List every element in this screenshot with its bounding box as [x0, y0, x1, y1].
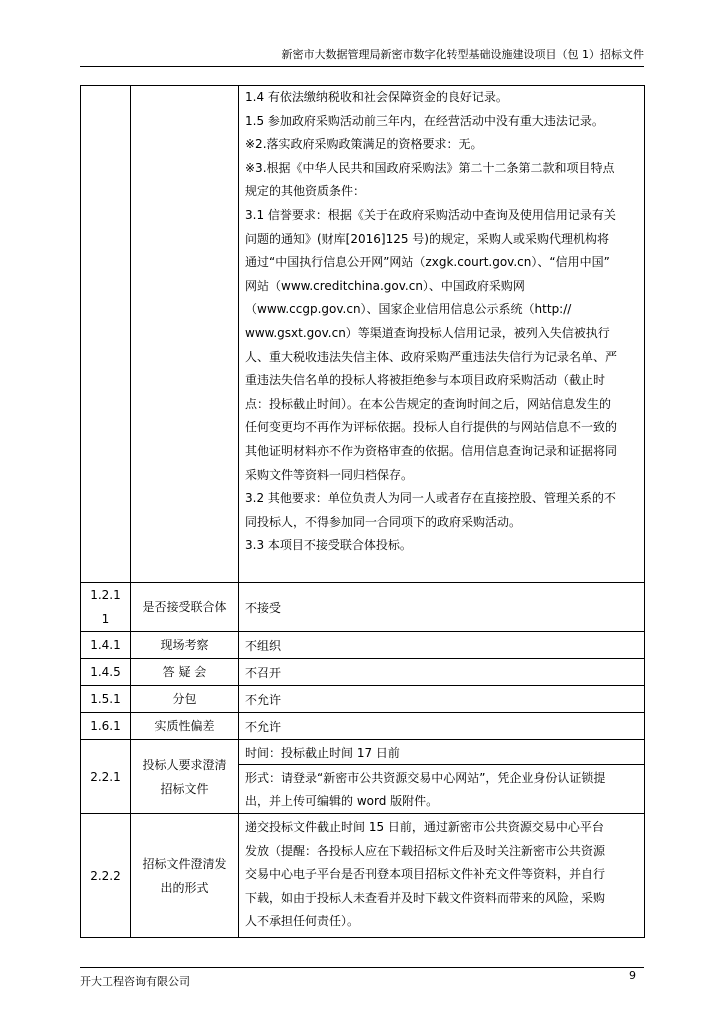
value-cell [239, 814, 645, 938]
text-line: 人、重大税收违法失信主体、政府采购严重违法失信行为记录名单、严 [245, 349, 618, 364]
table-row [81, 686, 645, 713]
header-title: 新密市大数据管理局新密市数字化转型基础设施建设项目（包 1）招标文件 [281, 48, 644, 61]
table-row [81, 659, 645, 686]
item-cell [131, 740, 239, 814]
text-line: 人不承担任何责任）。 [245, 914, 360, 929]
footer-divider [80, 967, 644, 968]
table-row [81, 632, 645, 659]
value-cell: 不允许 [239, 686, 645, 713]
num-cell [81, 86, 131, 583]
num-line: 1.2.1 [90, 588, 121, 602]
value-cell: 不召开 [239, 659, 645, 686]
item-cell [131, 814, 239, 938]
num-cell [81, 583, 131, 632]
text-line: 通过“中国执行信息公开网”网站（zxgk.court.gov.cn）、“信用中国” [245, 255, 610, 270]
num-cell: 1.4.1 [81, 632, 131, 659]
form-line: 形式：请登录“新密市公共资源交易中心网站”，凭企业身份认证锁提 [245, 771, 606, 785]
text-line: 下载，如由于投标人未查看并及时下载文件资料而带来的风险，采购 [245, 890, 606, 905]
text-line: 点：投标截止时间）。在本公告规定的查询时间之后，网站信息发生的 [245, 396, 612, 411]
text-line: ※3.根据《中华人民共和国政府采购法》第二十二条第二款和项目特点 [245, 160, 615, 175]
item-line: 招标文件 [160, 781, 209, 796]
text-line: 同投标人，不得参加同一合同项下的政府采购活动。 [245, 514, 522, 529]
item-cell [131, 86, 239, 583]
value-cell: 不允许 [239, 713, 645, 740]
text-line: 3.3 本项目不接受联合体投标。 [245, 538, 412, 553]
page-header [80, 48, 644, 67]
num-cell: 2.2.1 [81, 740, 131, 814]
text-line: 重违法失信名单的投标人将被拒绝参与本项目政府采购活动（截止时 [245, 373, 606, 388]
text-line: 1.5 参加政府采购活动前三年内，在经营活动中没有重大违法记录。 [245, 113, 604, 128]
item-line: 招标文件澄清发 [142, 856, 227, 871]
value-cell: 不接受 [239, 583, 645, 632]
item-cell: 答 疑 会 [131, 659, 239, 686]
table-row [81, 814, 645, 938]
text-line: 任何变更均不再作为评标依据。投标人自行提供的与网站信息不一致的 [245, 420, 618, 435]
text-line: www.gsxt.gov.cn）等渠道查询投标人信用记录，被列入失信被执行 [245, 325, 610, 340]
form-line: 出，并上传可编辑的 word 版附件。 [245, 794, 439, 808]
page-number: 9 [629, 969, 636, 982]
qualification-cell [239, 86, 645, 583]
time-line: 时间：投标截止时间 17 日前 [239, 740, 644, 765]
bid-info-table [80, 85, 645, 938]
value-cell: 不组织 [239, 632, 645, 659]
text-line: 其他证明材料亦不作为资格审查的依据。信用信息查询记录和证据将同 [245, 443, 618, 458]
num-cell: 2.2.2 [81, 814, 131, 938]
item-line: 出的形式 [160, 880, 209, 895]
text-line: （www.ccgp.gov.cn）、国家企业信用信息公示系统（http:// [245, 302, 572, 317]
text-line: 规定的其他资质条件： [245, 184, 366, 199]
item-line: 投标人要求澄清 [142, 757, 227, 772]
num-cell: 1.4.5 [81, 659, 131, 686]
text-line: 网站（www.creditchina.gov.cn）、中国政府采购网 [245, 278, 525, 293]
text-line: 采购文件等资料一同归档保存。 [245, 467, 414, 482]
table-row [81, 86, 645, 583]
item-cell: 分包 [131, 686, 239, 713]
table-row [81, 713, 645, 740]
text-line: 1.4 有依法缴纳税收和社会保障资金的良好记录。 [245, 90, 508, 104]
text-line: 问题的通知》(财库[2016]125 号)的规定，采购人或采购代理机构将 [245, 231, 609, 246]
footer-company: 开大工程咨询有限公司 [80, 975, 190, 988]
text-line: ※2.落实政府采购政策满足的资格要求：无。 [245, 137, 483, 152]
item-cell: 实质性偏差 [131, 713, 239, 740]
table-row [81, 583, 645, 632]
text-line: 交易中心电子平台是否刊登本项目招标文件补充文件等资料，并自行 [245, 867, 606, 882]
item-cell: 是否接受联合体 [131, 583, 239, 632]
table-row [81, 740, 645, 814]
num-line: 1 [101, 612, 110, 626]
item-cell: 现场考察 [131, 632, 239, 659]
text-line: 3.2 其他要求：单位负责人为同一人或者存在直接控股、管理关系的不 [245, 491, 616, 506]
text-line: 发放（提醒：各投标人应在下载招标文件后及时关注新密市公共资源 [245, 843, 606, 858]
num-cell: 1.5.1 [81, 686, 131, 713]
text-line: 3.1 信誉要求：根据《关于在政府采购活动中查询及使用信用记录有关 [245, 207, 616, 222]
text-line: 递交投标文件截止时间 15 日前，通过新密市公共资源交易中心平台 [245, 820, 604, 834]
num-cell: 1.6.1 [81, 713, 131, 740]
value-cell [239, 740, 645, 814]
